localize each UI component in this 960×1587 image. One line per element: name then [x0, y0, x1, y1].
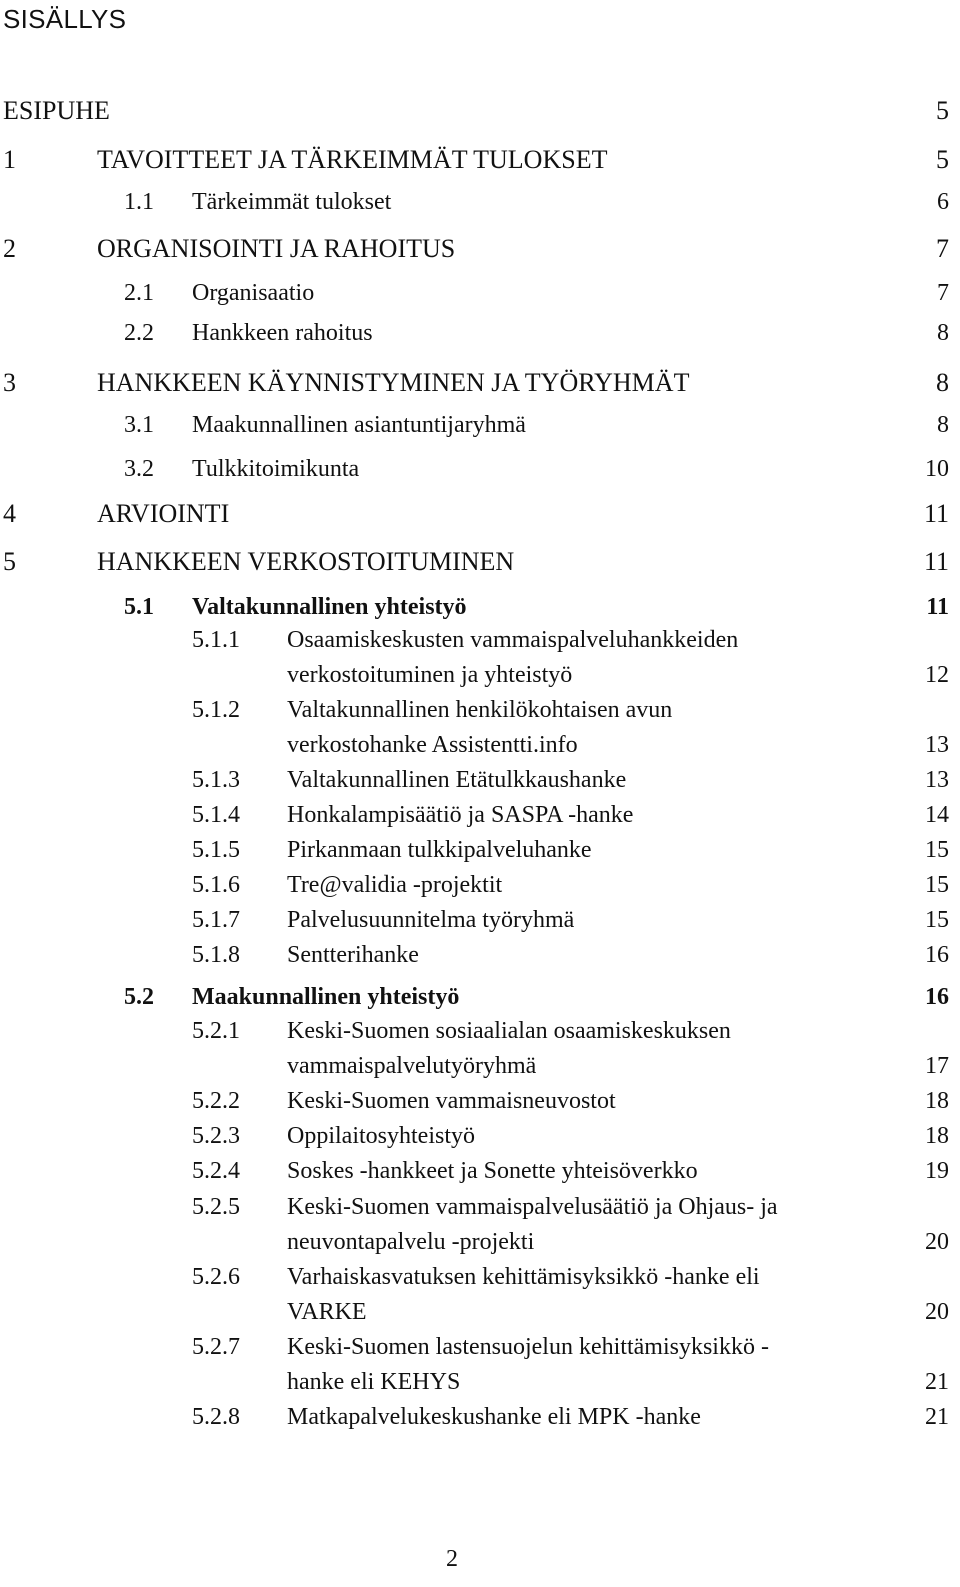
- toc-entry-page: 7: [937, 280, 949, 306]
- toc-entry-title: Organisaatio: [192, 280, 315, 306]
- toc-entry-page: 15: [925, 837, 949, 863]
- toc-entry-title: Soskes -hankkeet ja Sonette yhteisöverkko: [287, 1158, 698, 1184]
- toc-entry-title: Oppilaitosyhteistyö: [287, 1123, 475, 1149]
- toc-entry-page: 5: [936, 145, 949, 174]
- toc-entry-number: 5.2.3: [192, 1123, 240, 1149]
- toc-entry-number: 5.2.2: [192, 1088, 240, 1114]
- toc-entry-page: 11: [923, 547, 949, 576]
- toc-entry-title: Matkapalvelukeskushanke eli MPK -hanke: [287, 1404, 701, 1430]
- toc-entry-title: Tärkeimmät tulokset: [192, 189, 392, 215]
- toc-entry-page: 10: [925, 456, 949, 482]
- toc-entry-page: 21: [925, 1369, 949, 1395]
- toc-entry-number: 3.1: [124, 412, 154, 438]
- toc-entry-number: 5.1.5: [192, 837, 240, 863]
- toc-entry-page: 21: [925, 1404, 949, 1430]
- toc-entry-page: 20: [925, 1299, 949, 1325]
- toc-entry-number: 3.2: [124, 456, 154, 482]
- toc-entry-number: 5.1.4: [192, 802, 240, 828]
- toc-entry-page: 16: [925, 984, 949, 1010]
- toc-entry-title: Keski-Suomen vammaispalvelusäätiö ja Ohjaus- ja: [287, 1194, 778, 1220]
- toc-entry-number: 5.1.3: [192, 767, 240, 793]
- toc-entry-page: 16: [925, 942, 949, 968]
- toc-entry-title: Varhaiskasvatuksen kehittämisyksikkö -hanke eli: [287, 1264, 760, 1290]
- toc-entry-number: 5.2: [124, 984, 154, 1010]
- toc-entry-page: 19: [925, 1158, 949, 1184]
- toc-entry-page: 15: [925, 907, 949, 933]
- toc-entry-title: Maakunnallinen asiantuntijaryhmä: [192, 412, 526, 438]
- toc-entry-title-continued: verkostohanke Assistentti.info: [287, 732, 578, 758]
- toc-entry-page: 8: [937, 320, 949, 346]
- toc-entry-number: 2.1: [124, 280, 154, 306]
- toc-entry-title: Osaamiskeskusten vammaispalveluhankkeiden: [287, 627, 739, 653]
- toc-entry-page: 13: [925, 732, 949, 758]
- toc-entry-page: 17: [925, 1053, 949, 1079]
- toc-entry-number: 5.2.4: [192, 1158, 240, 1184]
- toc-entry-page: 18: [925, 1123, 949, 1149]
- toc-entry-title: TAVOITTEET JA TÄRKEIMMÄT TULOKSET: [97, 145, 608, 174]
- toc-entry-title: Hankkeen rahoitus: [192, 320, 373, 346]
- toc-entry-number: 5.1.1: [192, 627, 240, 653]
- toc-entry-title: Tre@validia -projektit: [287, 872, 503, 898]
- toc-entry-page: 5: [936, 96, 949, 125]
- toc-entry-number: 5.2.7: [192, 1334, 240, 1360]
- toc-entry-page: 8: [937, 412, 949, 438]
- toc-entry-title: HANKKEEN VERKOSTOITUMINEN: [97, 547, 515, 576]
- toc-entry-title-continued: hanke eli KEHYS: [287, 1369, 461, 1395]
- toc-entry-label: ESIPUHE: [3, 96, 110, 125]
- toc-entry-page: 13: [925, 767, 949, 793]
- toc-entry-title: Tulkkitoimikunta: [192, 456, 360, 482]
- toc-entry-page: 14: [925, 802, 949, 828]
- toc-entry-number: 5.1: [124, 594, 154, 620]
- toc-entry-title: Maakunnallinen yhteistyö: [192, 984, 460, 1010]
- toc-entry-title: Valtakunnallinen yhteistyö: [192, 594, 467, 620]
- toc-entry-title: Valtakunnallinen henkilökohtaisen avun: [287, 697, 673, 723]
- toc-entry-title-continued: vammaispalvelutyöryhmä: [287, 1053, 537, 1079]
- toc-entry-number: 1.1: [124, 189, 154, 215]
- toc-entry-number: 5: [3, 547, 16, 576]
- toc-entry-title-continued: verkostoituminen ja yhteistyö: [287, 662, 573, 688]
- toc-entry-page: 15: [925, 872, 949, 898]
- toc-entry-title: HANKKEEN KÄYNNISTYMINEN JA TYÖRYHMÄT: [97, 368, 690, 397]
- toc-entry-number: 5.2.1: [192, 1018, 240, 1044]
- toc-entry-number: 5.2.8: [192, 1404, 240, 1430]
- page-number: 2: [446, 1546, 458, 1572]
- toc-entry-title: Palvelusuunnitelma työryhmä: [287, 907, 575, 933]
- toc-entry-page: 12: [925, 662, 949, 688]
- toc-entry-title-continued: neuvontapalvelu -projekti: [287, 1229, 535, 1255]
- toc-entry-title: Sentterihanke: [287, 942, 419, 968]
- toc-entry-number: 5.2.5: [192, 1194, 240, 1220]
- toc-entry-number: 5.2.6: [192, 1264, 240, 1290]
- toc-entry-title: Honkalampisäätiö ja SASPA -hanke: [287, 802, 634, 828]
- toc-entry-number: 5.1.7: [192, 907, 240, 933]
- toc-entry-page: 8: [936, 368, 949, 397]
- toc-entry-page: 20: [925, 1229, 949, 1255]
- toc-entry-title: Pirkanmaan tulkkipalveluhanke: [287, 837, 592, 863]
- toc-entry-page: 11: [926, 594, 949, 620]
- toc-entry-title: ARVIOINTI: [97, 499, 230, 528]
- toc-entry-page: 11: [923, 499, 949, 528]
- toc-entry-page: 6: [937, 189, 949, 215]
- toc-entry-title-continued: VARKE: [287, 1299, 367, 1325]
- toc-entry-number: 5.1.6: [192, 872, 240, 898]
- toc-heading: SISÄLLYS: [3, 4, 127, 34]
- toc-entry-title: Valtakunnallinen Etätulkkaushanke: [287, 767, 627, 793]
- toc-entry-number: 2.2: [124, 320, 154, 346]
- toc-entry-number: 2: [3, 234, 16, 263]
- toc-entry-number: 1: [3, 145, 16, 174]
- toc-entry-title: Keski-Suomen sosiaalialan osaamiskeskuksen: [287, 1018, 731, 1044]
- toc-entry-title: Keski-Suomen lastensuojelun kehittämisyksikkö -: [287, 1334, 769, 1360]
- toc-entry-number: 5.1.8: [192, 942, 240, 968]
- toc-entry-title: Keski-Suomen vammaisneuvostot: [287, 1088, 616, 1114]
- toc-entry-page: 18: [925, 1088, 949, 1114]
- toc-entry-number: 4: [3, 499, 16, 528]
- toc-entry-number: 5.1.2: [192, 697, 240, 723]
- toc-entry-page: 7: [936, 234, 949, 263]
- toc-entry-number: 3: [3, 368, 16, 397]
- toc-entry-title: ORGANISOINTI JA RAHOITUS: [97, 234, 456, 263]
